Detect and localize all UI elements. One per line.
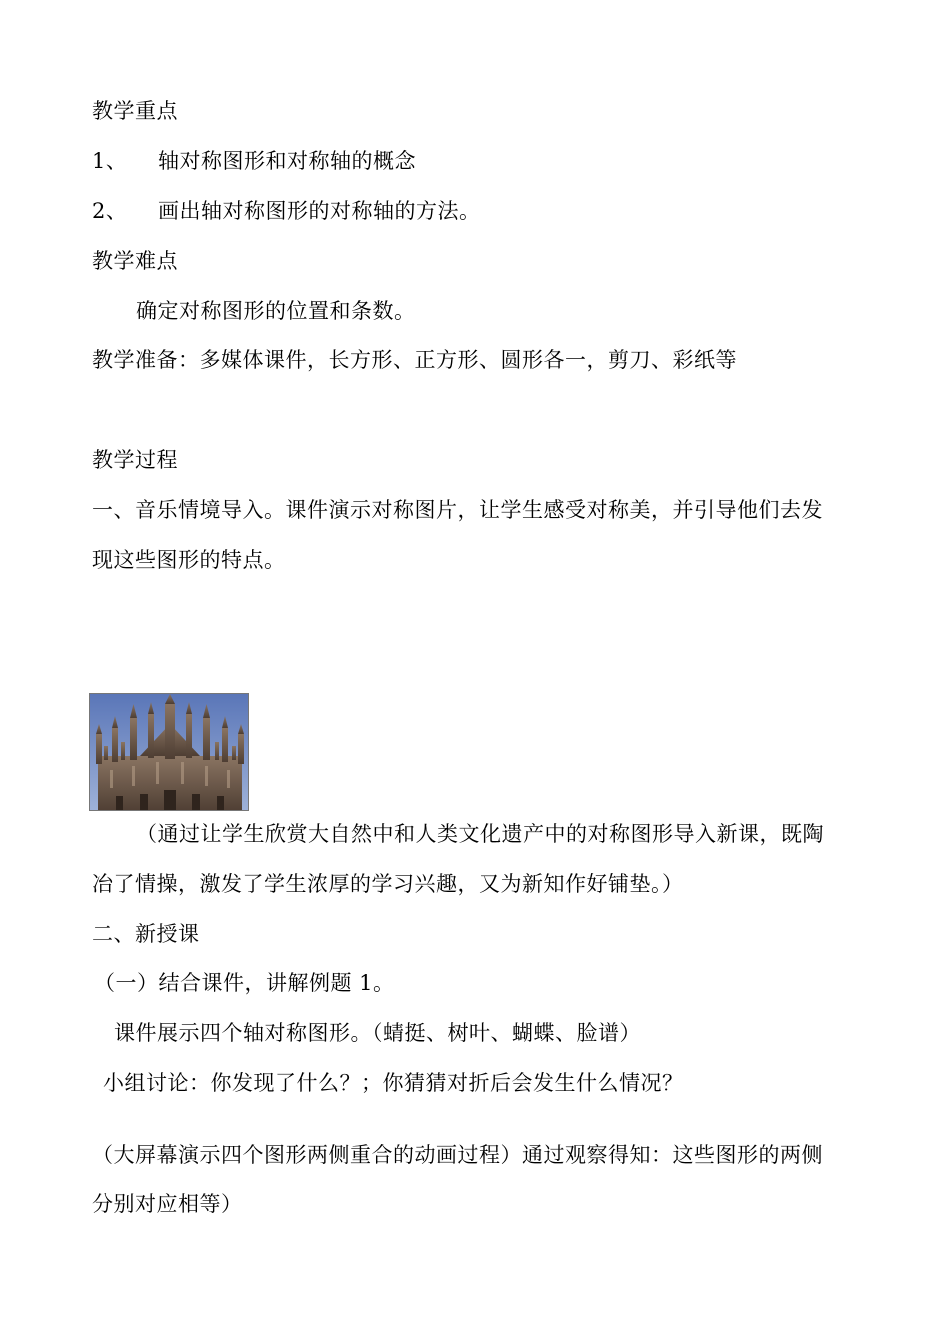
- heading-part2: 二、新授课: [92, 922, 200, 946]
- subsection-1: （一）结合课件，讲解例题 1。: [94, 971, 395, 995]
- preparation-text: 教学准备：多媒体课件，长方形、正方形、圆形各一，剪刀、彩纸等: [92, 348, 737, 372]
- courseware-text: 课件展示四个轴对称图形。（蜻挺、树叶、蝴蝶、脸谱）: [114, 1021, 641, 1045]
- discussion-text: 小组讨论：你发现了什么？；你猜猜对折后会发生什么情况？: [103, 1071, 684, 1095]
- cathedral-photo: [89, 693, 249, 811]
- difficulty-text: 确定对称图形的位置和条数。: [136, 299, 416, 323]
- key-point-1-text: 轴对称图形和对称轴的概念: [158, 149, 416, 173]
- key-point-2: [92, 197, 481, 225]
- note-line1: （通过让学生欣赏大自然中和人类文化遗产中的对称图形导入新课，既陶: [136, 822, 824, 846]
- part1-line1: 一、音乐情境导入。课件演示对称图片，让学生感受对称美，并引导他们去发: [92, 498, 823, 522]
- demo-line2: 分别对应相等）: [92, 1192, 243, 1216]
- note-line2: 冶了情操，激发了学生浓厚的学习兴趣，又为新知作好铺垫。）: [92, 872, 684, 896]
- key-point-2-text: 画出轴对称图形的对称轴的方法。: [158, 199, 481, 223]
- heading-process: 教学过程: [92, 448, 178, 472]
- heading-key-points: 教学重点: [92, 99, 178, 123]
- key-point-1: [92, 147, 416, 175]
- heading-difficulty: 教学难点: [92, 249, 178, 273]
- part1-line2: 现这些图形的特点。: [92, 548, 286, 572]
- key-point-2-number: 2、: [92, 199, 128, 223]
- key-point-1-number: 1、: [92, 149, 128, 173]
- demo-line1: （大屏幕演示四个图形两侧重合的动画过程）通过观察得知：这些图形的两侧: [92, 1143, 823, 1167]
